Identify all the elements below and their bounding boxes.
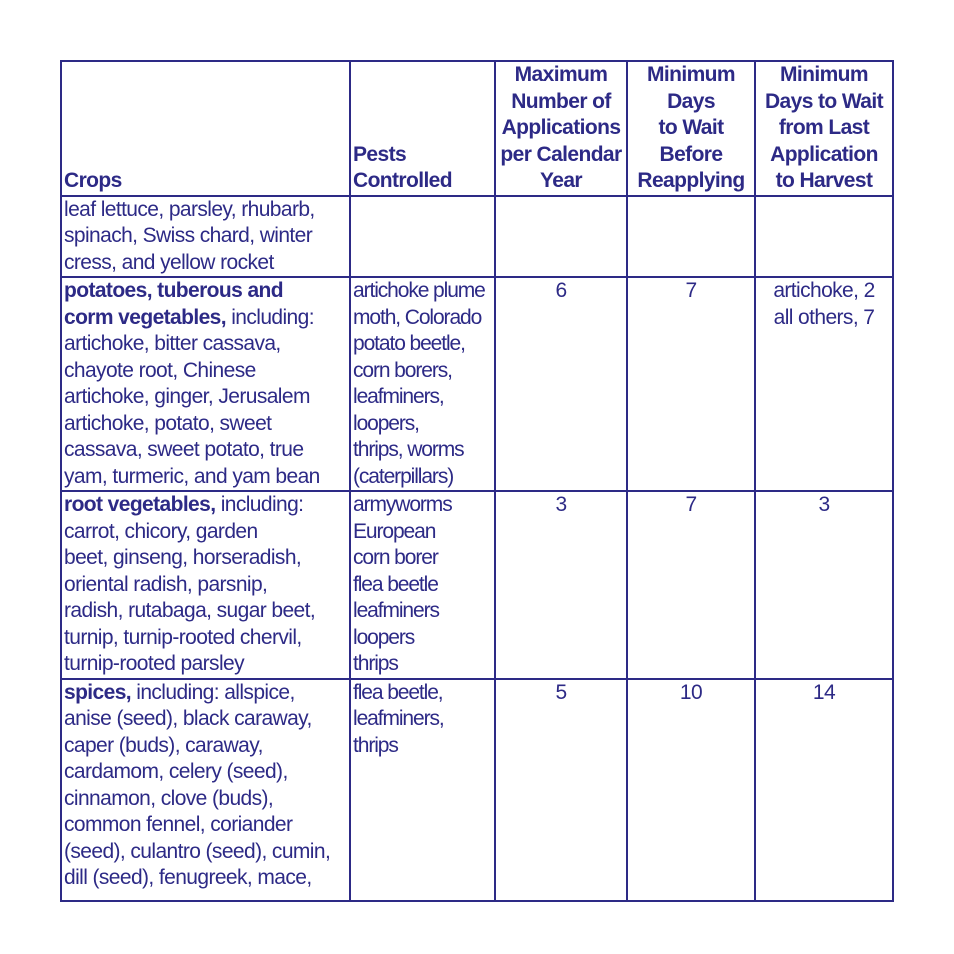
days-harvest-cell: 14 bbox=[755, 679, 893, 901]
table-row bbox=[61, 277, 893, 491]
days-harvest-cell bbox=[755, 196, 893, 278]
days-reapply-cell: 10 bbox=[627, 679, 755, 901]
days-reapply-cell: 7 bbox=[627, 277, 755, 491]
crop-group-title: spices, bbox=[64, 680, 132, 704]
crops-cell: leaf lettuce, parsley, rhubarb, spinach, Swiss chard, winter cress, and yellow rocket bbox=[61, 196, 350, 278]
crop-group-title: corm vegetables, bbox=[64, 305, 226, 329]
pests-cell: armyworms European corn borer flea beetle leafminers loopers thrips bbox=[350, 491, 495, 679]
pests-cell: flea beetle, leafminers, thrips bbox=[350, 679, 495, 901]
max-applications-cell: 3 bbox=[495, 491, 627, 679]
days-harvest-cell: artichoke, 2 all others, 7 bbox=[755, 277, 893, 491]
max-applications-cell: 6 bbox=[495, 277, 627, 491]
crops-cell: spices, including: allspice, anise (seed), black caraway, caper (buds), caraway, cardamom, celery (seed), cinnamon, clove (buds), common fennel, coriander (seed), culantro (seed), cumin, dill (seed), fenugreek, mace, bbox=[61, 679, 350, 901]
max-applications-cell bbox=[495, 196, 627, 278]
table-row bbox=[61, 679, 893, 901]
pesticide-application-table bbox=[60, 60, 894, 902]
pesticide-table-container bbox=[60, 60, 894, 902]
crops-cell: potatoes, tuberous and corm vegetables, including: artichoke, bitter cassava, chayote root, Chinese artichoke, ginger, Jerusalem artichoke, potato, sweet cassava, sweet potato, true yam, turmeric, and yam bean bbox=[61, 277, 350, 491]
table-row bbox=[61, 196, 893, 278]
table-header-row bbox=[61, 61, 893, 196]
header-max-applications: Maximum Number of Applications per Calendar Year bbox=[495, 61, 627, 196]
crop-group-title: root vegetables, bbox=[64, 493, 216, 516]
table-row bbox=[61, 491, 893, 679]
days-reapply-cell bbox=[627, 196, 755, 278]
pests-cell bbox=[350, 196, 495, 278]
max-applications-cell: 5 bbox=[495, 679, 627, 901]
header-pests-controlled: Pests Controlled bbox=[350, 61, 495, 196]
days-reapply-cell: 7 bbox=[627, 491, 755, 679]
header-min-days-reapply: Minimum Days to Wait Before Reapplying bbox=[627, 61, 755, 196]
days-harvest-cell: 3 bbox=[755, 491, 893, 679]
crops-cell: root vegetables, including: carrot, chicory, garden beet, ginseng, horseradish, oriental radish, parsnip, radish, rutabaga, sugar beet, turnip, turnip-rooted chervil, turnip-rooted parsley bbox=[61, 491, 350, 679]
header-crops: Crops bbox=[61, 61, 350, 196]
pests-cell: artichoke plume moth, Colorado potato beetle, corn borers, leafminers, loopers, thrips, worms (caterpillars) bbox=[350, 277, 495, 491]
header-min-days-harvest: Minimum Days to Wait from Last Application to Harvest bbox=[755, 61, 893, 196]
